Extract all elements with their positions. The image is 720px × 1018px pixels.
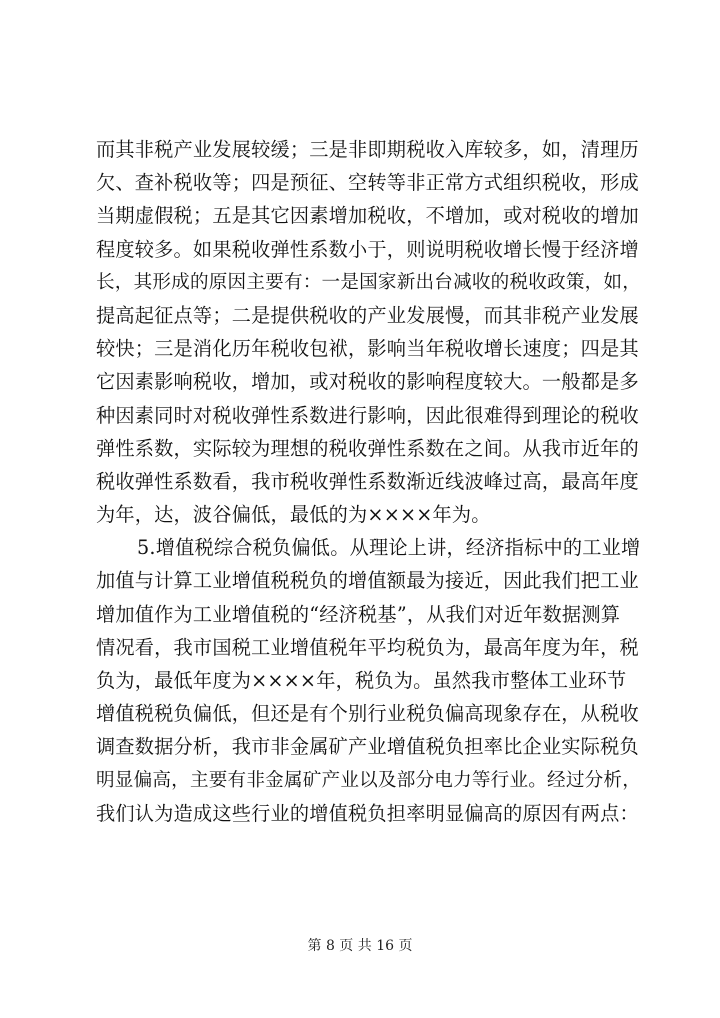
text-line: 提高起征点等；二是提供税收的产业发展慢，而其非税产业发展 <box>96 303 639 327</box>
text-line: 加值与计算工业增值税税负的增值额最为接近，因此我们把工业 <box>96 569 639 593</box>
text-line: 增值税税负偏低，但还是有个别行业税负偏高现象存在，从税收 <box>96 702 639 726</box>
text-line: 欠、查补税收等；四是预征、空转等非正常方式组织税收，形成 <box>96 171 639 195</box>
text-line: 情况看，我市国税工业增值税年平均税负为，最高年度为年，税 <box>96 635 639 659</box>
text-line: 调查数据分析，我市非金属矿产业增值税负担率比企业实际税负 <box>96 735 639 759</box>
text-line: 程度较多。如果税收弹性系数小于，则说明税收增长慢于经济增 <box>96 237 639 261</box>
text-line: 我们认为造成这些行业的增值税负担率明显偏高的原因有两点： <box>96 801 639 825</box>
paragraph-start-line: 5.增值税综合税负偏低。从理论上讲，经济指标中的工业增 <box>137 536 641 560</box>
text-line: 为年，达，波谷偏低，最低的为××××年为。 <box>96 503 491 527</box>
text-line: 负为，最低年度为××××年，税负为。虽然我市整体工业环节 <box>96 669 627 692</box>
text-line: 较快；三是消化历年税收包袱，影响当年税收增长速度；四是其 <box>96 337 639 361</box>
text-line: 而其非税产业发展较缓；三是非即期税收入库较多，如，清理历 <box>96 138 639 161</box>
body-text <box>96 133 644 830</box>
text-line: 当期虚假税；五是其它因素增加税收，不增加，或对税收的增加 <box>96 204 639 228</box>
text-line: 弹性系数，实际较为理想的税收弹性系数在之间。从我市近年的 <box>96 436 639 460</box>
text-line: 它因素影响税收，增加，或对税收的影响程度较大。一般都是多 <box>96 370 639 394</box>
text-line: 税收弹性系数看，我市税收弹性系数渐近线波峰过高，最高年度 <box>96 469 639 493</box>
page-number-footer: 第 8 页 共 16 页 <box>307 938 413 954</box>
text-line: 长，其形成的原因主要有：一是国家新出台减收的税收政策，如， <box>96 271 642 293</box>
text-line: 明显偏高，主要有非金属矿产业以及部分电力等行业。经过分析， <box>96 769 642 791</box>
text-line: 增加值作为工业增值税的“经济税基”，从我们对近年数据测算 <box>96 602 621 626</box>
text-line: 种因素同时对税收弹性系数进行影响，因此很难得到理论的税收 <box>96 403 639 427</box>
